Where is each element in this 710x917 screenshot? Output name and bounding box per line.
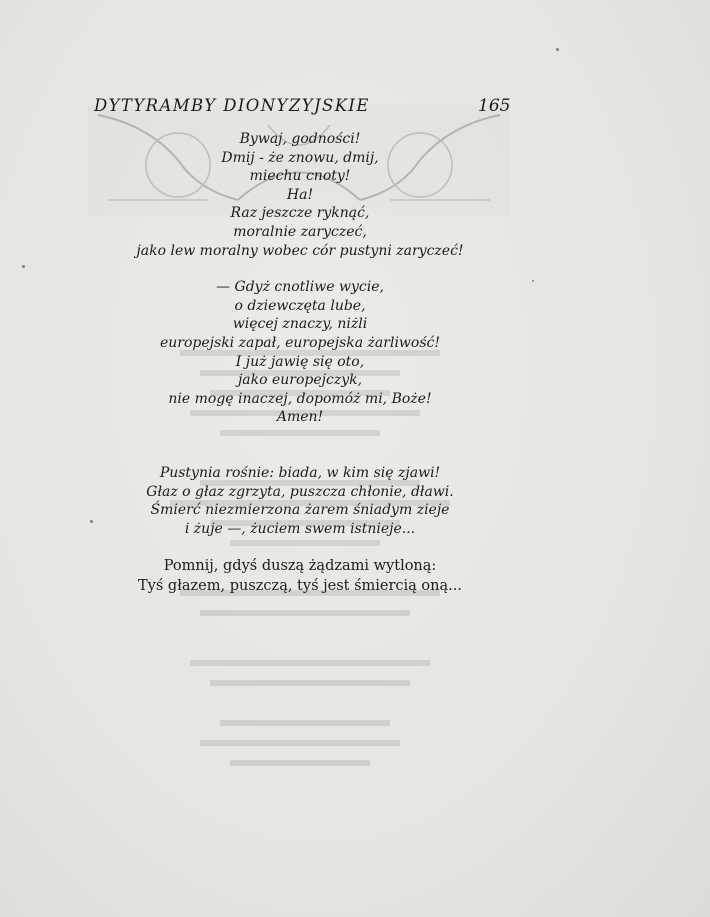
running-title: DYTYRAMBY DIONYZYJSKIE bbox=[94, 96, 370, 115]
verse-line: Głaz o głaz zgrzyta, puszcza chłonie, dławi. bbox=[146, 483, 454, 500]
stanza-3 bbox=[90, 464, 510, 538]
verse-line: — Gdyż cnotliwe wycie, bbox=[216, 279, 384, 296]
verse-line: Pomnij, gdyś duszą żądzami wytloną: bbox=[163, 558, 437, 575]
paper-speck bbox=[532, 280, 534, 282]
verse-line: I już jawię się oto, bbox=[235, 353, 365, 370]
paper-speck bbox=[556, 48, 559, 51]
stanza-1 bbox=[90, 130, 510, 260]
verse-line: jako europejczyk, bbox=[237, 372, 363, 389]
stanza-2 bbox=[90, 278, 510, 427]
verse-line: moralnie zaryczeć, bbox=[233, 223, 367, 240]
verse-line: więcej znaczy, niżli bbox=[232, 316, 368, 333]
verse-line: Dmij - że znowu, dmij, bbox=[221, 149, 379, 166]
verse-line: i żuje —, żuciem swem istnieje... bbox=[184, 520, 416, 537]
verse-line: europejski zapał, europejska żarliwość! bbox=[160, 334, 440, 351]
verse-line: Amen! bbox=[276, 409, 324, 426]
paper-speck bbox=[90, 520, 93, 523]
verse-line: Bywaj, godności! bbox=[239, 131, 361, 147]
verse-line: Pustynia rośnie: biada, w kim się zjawi! bbox=[159, 464, 441, 481]
verse-line: Ha! bbox=[286, 186, 314, 203]
verse-line: nie mogę inaczej, dopomóż mi, Boże! bbox=[168, 390, 432, 407]
verse-line: miechu cnoty! bbox=[249, 168, 351, 185]
verse-line: Tyś głazem, puszczą, tyś jest śmiercią oną... bbox=[138, 578, 462, 595]
verse-line: Śmierć niezmierzona żarem śniadym zieje bbox=[150, 502, 450, 519]
verse-line: o dziewczęta lube, bbox=[234, 297, 366, 314]
stanza-4 bbox=[90, 556, 510, 596]
paper-speck bbox=[22, 265, 25, 268]
poem bbox=[90, 130, 510, 596]
verse-line: jako lew moralny wobec cór pustyni zaryczeć! bbox=[136, 242, 464, 259]
page-number: 165 bbox=[478, 96, 511, 116]
verse-line: Raz jeszcze ryknąć, bbox=[230, 205, 370, 222]
